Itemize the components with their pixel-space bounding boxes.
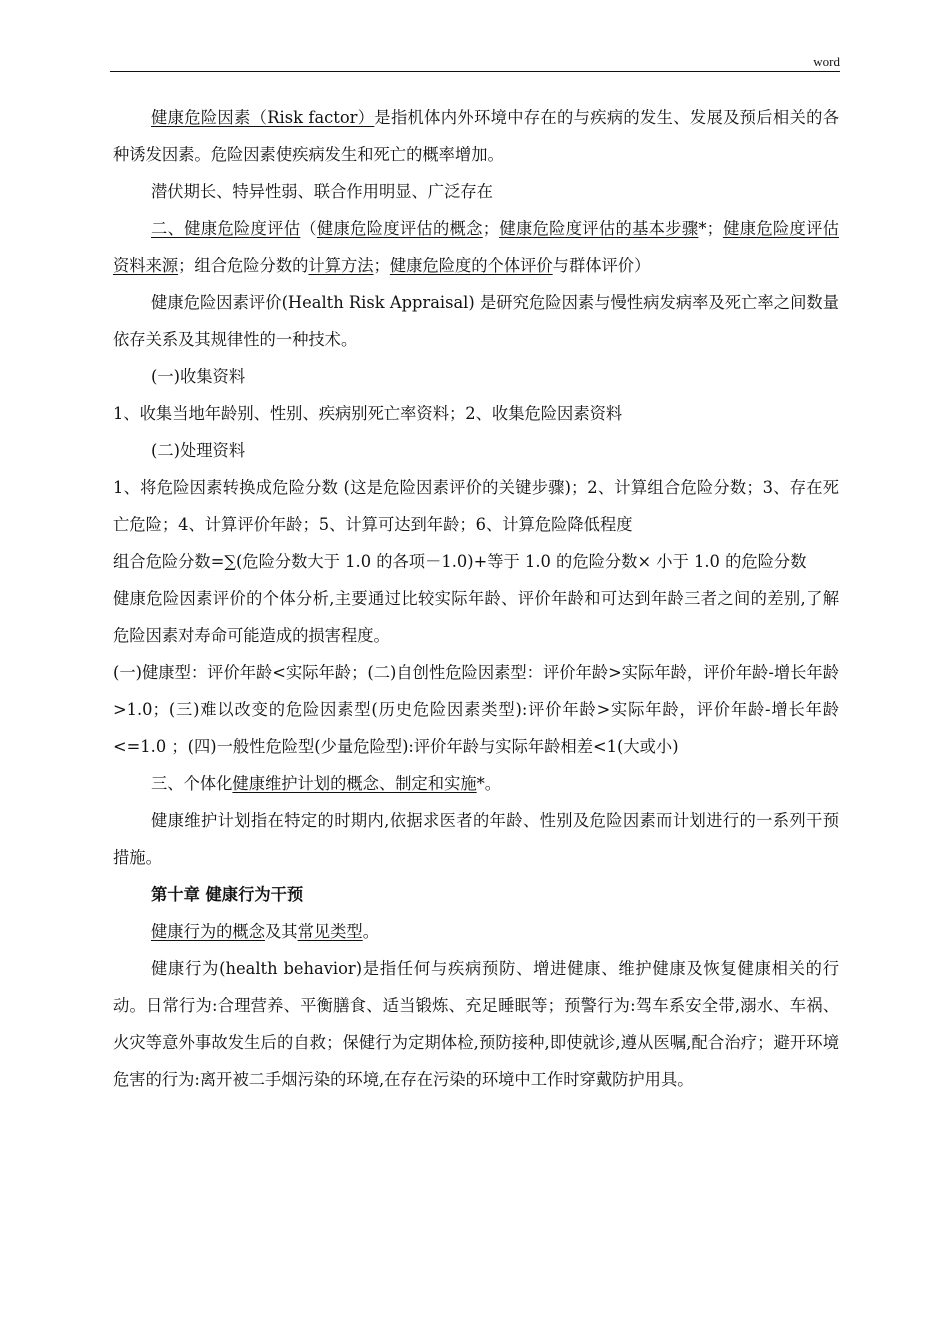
paragraph-collect-data-items: 1、收集当地年龄别、性别、疾病别死亡率资料；2、收集危险因素资料: [113, 404, 623, 423]
page-header: [110, 55, 840, 72]
paragraph-hra-definition: 健康危险因素评价(Health Risk Appraisal) 是研究危险因素与慢性病发病率及死亡率之间数量依存关系及其规律性的一种技术。: [113, 293, 839, 349]
paragraph-risk-factor-traits: 潜伏期长、特异性弱、联合作用明显、广泛存在: [151, 182, 493, 201]
paragraph-process-steps: 1、将危险因素转换成危险分数 (这是危险因素评价的关键步骤)；2、计算组合危险分数；3、存在死亡危险；4、计算评价年龄；5、计算可达到年龄；6、计算危险降低程度: [113, 478, 839, 534]
section-heading-maintenance-plan: 三、个体化健康维护计划的概念、制定和实施*。: [151, 774, 502, 793]
paragraph-maintenance-plan-definition: 健康维护计划指在特定的时期内,依据求医者的年龄、性别及危险因素而计划进行的一系列干预措施。: [113, 811, 839, 867]
term-risk-factor: 健康危险因素（Risk factor）: [151, 108, 375, 127]
paragraph-risk-types: (一)健康型：评价年龄<实际年龄；(二)自创性危险因素型：评价年龄>实际年龄，评价年龄-增长年龄>1.0；(三)难以改变的危险因素型(历史危险因素类型):评价年龄>实际年龄，评价年龄-增长年龄<=1.0 ；(四)一般性危险型(少量危险型):评价年龄与实际年龄相差<1(大或小): [113, 663, 839, 756]
paragraph-risk-factor-definition: 健康危险因素（Risk factor）是指机体内外环境中存在的与疾病的发生、发展及预后相关的各种诱发因素。危险因素使疾病发生和死亡的概率增加。: [113, 108, 839, 164]
subheading-process-data: (二)处理资料: [151, 441, 246, 460]
heading-risk-assessment: 二、健康危险度评估: [151, 219, 301, 238]
header-label: word: [813, 54, 840, 69]
section-heading-risk-assessment: 二、健康危险度评估（健康危险度评估的概念；健康危险度评估的基本步骤*；健康危险度评估资料来源；组合危险分数的计算方法；健康危险度的个体评价与群体评价）: [113, 219, 839, 275]
paragraph-individual-analysis: 健康危险因素评价的个体分析,主要通过比较实际年龄、评价年龄和可达到年龄三者之间的差别,了解危险因素对寿命可能造成的损害程度。: [113, 589, 839, 645]
subheading-collect-data: (一)收集资料: [151, 367, 246, 386]
document-body: [113, 99, 839, 1098]
paragraph-combined-risk-formula: 组合危险分数=∑(危险分数大于 1.0 的各项－1.0)+等于 1.0 的危险分数× 小于 1.0 的危险分数: [113, 552, 807, 571]
section-heading-health-behavior: 健康行为的概念及其常见类型。: [151, 922, 379, 941]
chapter-title: 第十章 健康行为干预: [151, 885, 304, 904]
paragraph-health-behavior-definition: 健康行为(health behavior)是指任何与疾病预防、增进健康、维护健康及恢复健康相关的行动。日常行为:合理营养、平衡膳食、适当锻炼、充足睡眠等；预警行为:驾车系安全带,溺水、车祸、火灾等意外事故发生后的自救；保健行为定期体检,预防接种,即使就诊,遵从医嘱,配合治疗；避开环境危害的行为:离开被二手烟污染的环境,在存在污染的环境中工作时穿戴防护用具。: [113, 959, 839, 1089]
